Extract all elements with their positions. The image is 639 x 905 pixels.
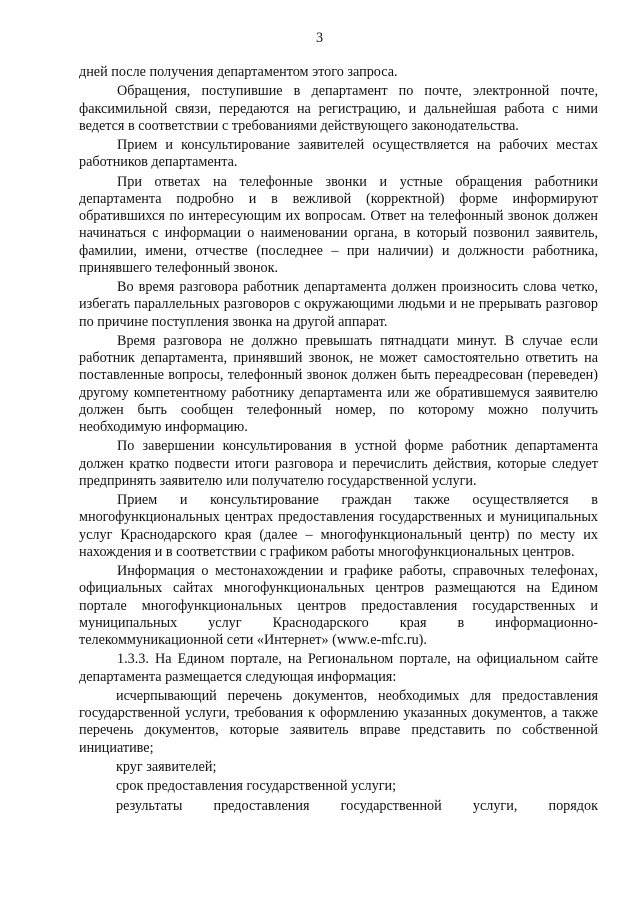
paragraph-conversation-duration: Время разговора не должно превышать пятнадцати минут. В случае если работник департамента, принявший звонок, не может самостоятельно ответить на поставленные вопросы, телефонный звонок должен быть переадресован (переведен) другому компетентному работнику департамента или же обратившемуся заявителю должен быть сообщен телефонный номер, по которому можно получить необходимую информацию. <box>79 332 598 435</box>
paragraph-phone-answers: При ответах на телефонные звонки и устные обращения работники департамента подробно и в вежливой (корректной) форме информируют обратившихся по интересующим их вопросам. Ответ на телефонный звонок должен начинаться с информации о наименовании органа, в который позвонил заявитель, фамилии, имени, отчестве (последнее – при наличии) и должности работника, принявшего телефонный звонок. <box>79 173 598 276</box>
page-number: 3 <box>315 30 324 46</box>
list-item-service-results: результаты предоставления государственной услуги, порядок <box>116 797 598 814</box>
paragraph-mfc-reception: Прием и консультирование граждан также осуществляется в многофункциональных центрах предоставления государственных и муниципальных услуг Краснодарского края (далее – многофункциональный центр) по месту их нахождения и в соответствии с графиком работы многофункциональных центров. <box>79 492 598 560</box>
document-body <box>79 64 598 817</box>
paragraph-conversation-conduct: Во время разговора работник департамента должен произносить слова четко, избегать параллельных разговоров с окружающими людьми и не прерывать разговор по причине поступления звонка на другой аппарат. <box>79 279 598 330</box>
list-item-service-term: срок предоставления государственной услуги; <box>116 778 397 795</box>
paragraph-reception-workplaces: Прием и консультирование заявителей осуществляется на рабочих местах работников департамента. <box>79 137 598 171</box>
list-item-applicants: круг заявителей; <box>116 758 217 775</box>
paragraph-section-1-3-3: 1.3.3. На Едином портале, на Региональном портале, на официальном сайте департамента размещается следующая информация: <box>79 651 598 685</box>
list-item-documents: исчерпывающий перечень документов, необходимых для предоставления государственной услуги, требования к оформлению указанных документов, а также перечень документов, которые заявитель вправе представить по собственной инициативе; <box>79 687 598 756</box>
paragraph-appeals-registration: Обращения, поступившие в департамент по почте, электронной почте, факсимильной связи, передаются на регистрацию, и дальнейшая работа с ними ведется в соответствии с требованиями действующего законодательства. <box>79 83 598 134</box>
paragraph-continuation: дней после получения департаментом этого запроса. <box>79 64 398 80</box>
paragraph-consultation-summary: По завершении консультирования в устной форме работник департамента должен кратко подвести итоги разговора и перечислить действия, которые следует предпринять заявителю или получателю государственной услуги. <box>79 438 598 489</box>
paragraph-mfc-information: Информация о местонахождении и графике работы, справочных телефонах, официальных сайтах многофункциональных центров размещаются на Едином портале многофункциональных центров предоставления государственных и муниципальных услуг Краснодарского края в информационно-телекоммуникационной сети «Интернет» (www.e-mfc.ru). <box>79 563 598 648</box>
